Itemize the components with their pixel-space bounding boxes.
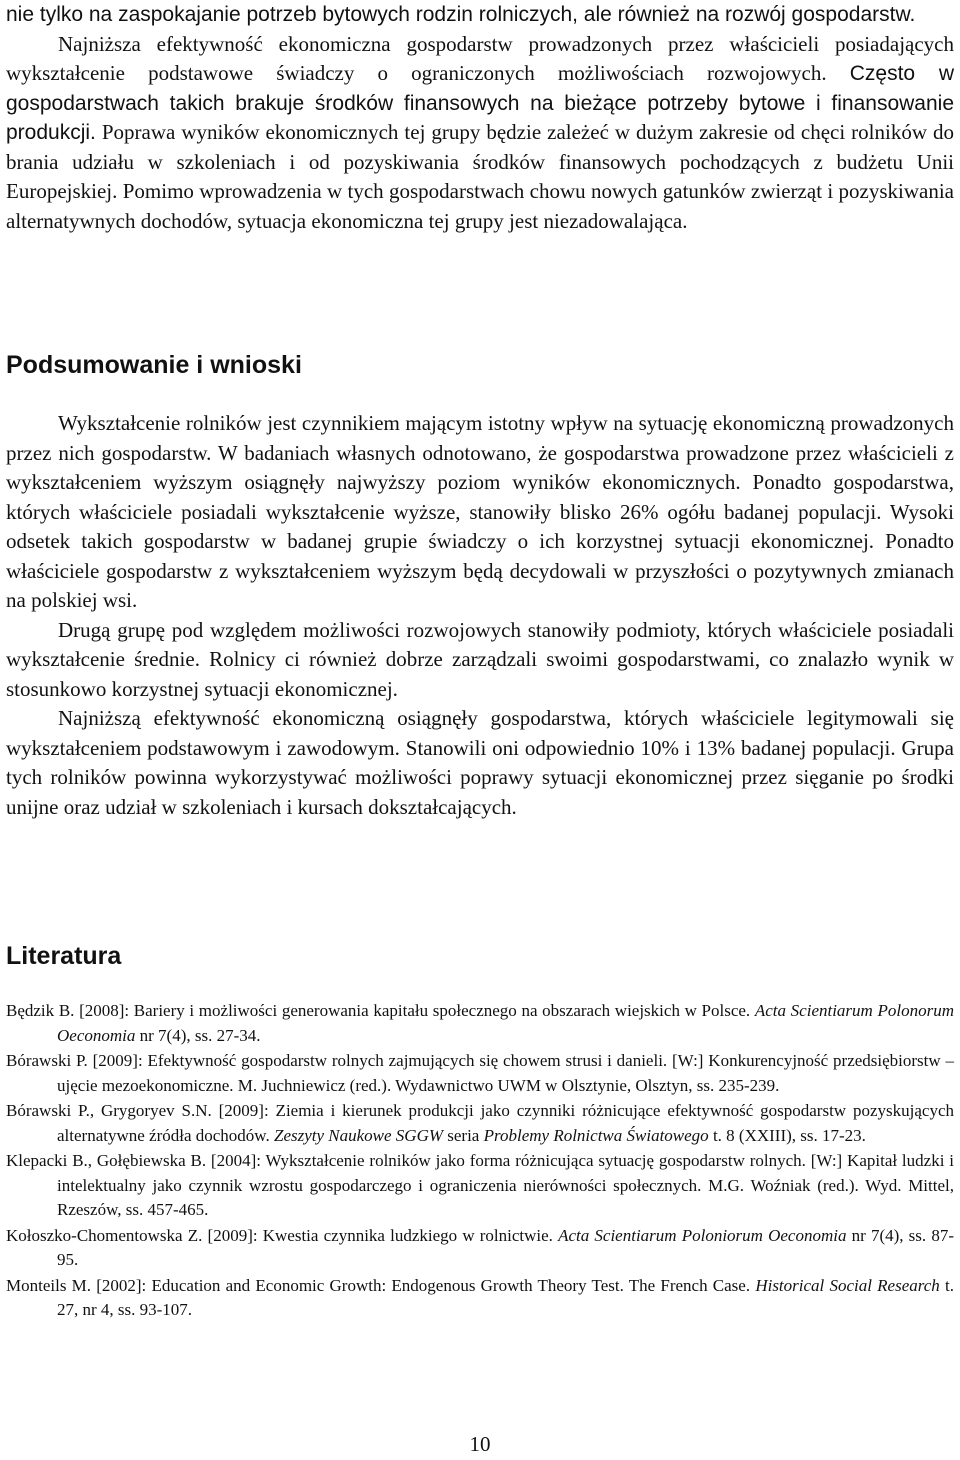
intro-paragraph-end: nie tylko na zaspokajanie potrzeb bytowych rodzin rolniczych, ale również na rozwój gospodarstw. — [6, 3, 916, 26]
intro-sentence-a: Najniższa efektywność ekonomiczna gospodarstw prowadzonych przez właścicieli posiadających wykształcenie podstawowe świadczy o ograniczonych możliwościach rozwojowych. — [6, 31, 954, 85]
reference-list — [0, 999, 960, 1324]
literature-heading: Literatura — [6, 942, 122, 970]
intro-sentence-b: Często w gospodarstwach takich brakuje środków finansowych na bieżące potrzeby bytowe i finansowanie produkcji. — [6, 62, 955, 144]
page-number: 10 — [469, 1432, 491, 1456]
reference-item: Bórawski P. [2009]: Efektywność gospodarstw rolnych zajmujących się chowem strusi i danieli. [W:] Konkurencyjność przedsiębiorstw – ujęcie mezoekonomiczne. M. Juchniewicz (red.). Wydawnictwo UWM w Olsztynie, Olsztyn, ss. 235-239. — [6, 1051, 954, 1095]
summary-paragraph-1: Wykształcenie rolników jest czynnikiem mającym istotny wpływ na sytuację ekonomiczną prowadzonych przez nich gospodarstw. W badaniach własnych odnotowano, że gospodarstwa prowadzone przez właścicieli z wykształceniem wyższym osiągnęły najwyższy poziom wyników ekonomicznych. Ponadto gospodarstwa, których właściciele posiadali wykształcenie wyższe, stanowiły blisko 26% ogółu badanej populacji. Wysoki odsetek takich gospodarstw w badanej grupie świadczy o ich korzystnej sytuacji ekonomicznej. Ponadto właściciele gospodarstw z wykształceniem wyższym będą decydowali w przyszłości o pozytywnych zmianach na polskiej wsi. — [6, 411, 954, 612]
reference-item: Kołoszko-Chomentowska Z. [2009]: Kwestia czynnika ludzkiego w rolnictwie. Acta Scientiarum Poloniorum Oeconomia nr 7(4), ss. 87-95. — [6, 1225, 954, 1269]
intro-sentence-c: Poprawa wyników ekonomicznych tej grupy będzie zależeć w dużym zakresie od chęci rolników do brania udziału w szkoleniach i od pozyskiwania środków finansowych pochodzących z budżetu Unii Europejskiej. Pomimo wprowadzenia w tych gospodarstwach chowu nowych gatunków zwierząt i pozyskiwania alternatywnych dochodów, sytuacja ekonomiczna tej grupy jest niezadowalająca. — [6, 120, 954, 233]
reference-item: Będzik B. [2008]: Bariery i możliwości generowania kapitału społecznego na obszarach wiejskich w Polsce. Acta Scientiarum Polonorum Oeconomia nr 7(4), ss. 27-34. — [6, 1001, 954, 1045]
summary-section — [0, 409, 960, 822]
intro-section — [0, 0, 960, 236]
summary-paragraph-2: Drugą grupę pod względem możliwości rozwojowych stanowiły podmioty, których właściciele posiadali wykształcenie średnie. Rolnicy ci również dobrze zarządzali swoimi gospodarstwami, co znalazło wynik w stosunkowo korzystnej sytuacji ekonomicznej. — [6, 617, 954, 701]
reference-item: Klepacki B., Gołębiewska B. [2004]: Wykształcenie rolników jako forma różnicująca sytuację gospodarstw rolnych. [W:] Kapitał ludzki i intelektualny jako czynnik wzrostu gospodarczego i ograniczenia nierówności społecznych. M.G. Woźniak (red.). Wyd. Mittel, Rzeszów, ss. 457-465. — [6, 1151, 954, 1219]
summary-heading: Podsumowanie i wnioski — [6, 351, 302, 379]
reference-item: Bórawski P., Grygoryev S.N. [2009]: Ziemia i kierunek produkcji jako czynniki różnicujące efektywność gospodarstw pozyskujących alternatywne źródła dochodów. Zeszyty Naukowe SGGW seria Problemy Rolnictwa Światowego t. 8 (XXIII), ss. 17-23. — [6, 1101, 954, 1145]
summary-paragraph-3: Najniższą efektywność ekonomiczną osiągnęły gospodarstwa, których właściciele legitymowali się wykształceniem podstawowym i zawodowym. Stanowili oni odpowiednio 10% i 13% badanej populacji. Grupa tych rolników powinna wykorzystywać możliwości poprawy sytuacji ekonomicznej przez sięganie po środki unijne oraz udział w szkoleniach i kursach dokształcających. — [6, 706, 954, 819]
reference-item: Monteils M. [2002]: Education and Economic Growth: Endogenous Growth Theory Test. The French Case. Historical Social Research t. 27, nr 4, ss. 93-107. — [6, 1275, 954, 1319]
intro-paragraph-2 — [0, 30, 960, 237]
